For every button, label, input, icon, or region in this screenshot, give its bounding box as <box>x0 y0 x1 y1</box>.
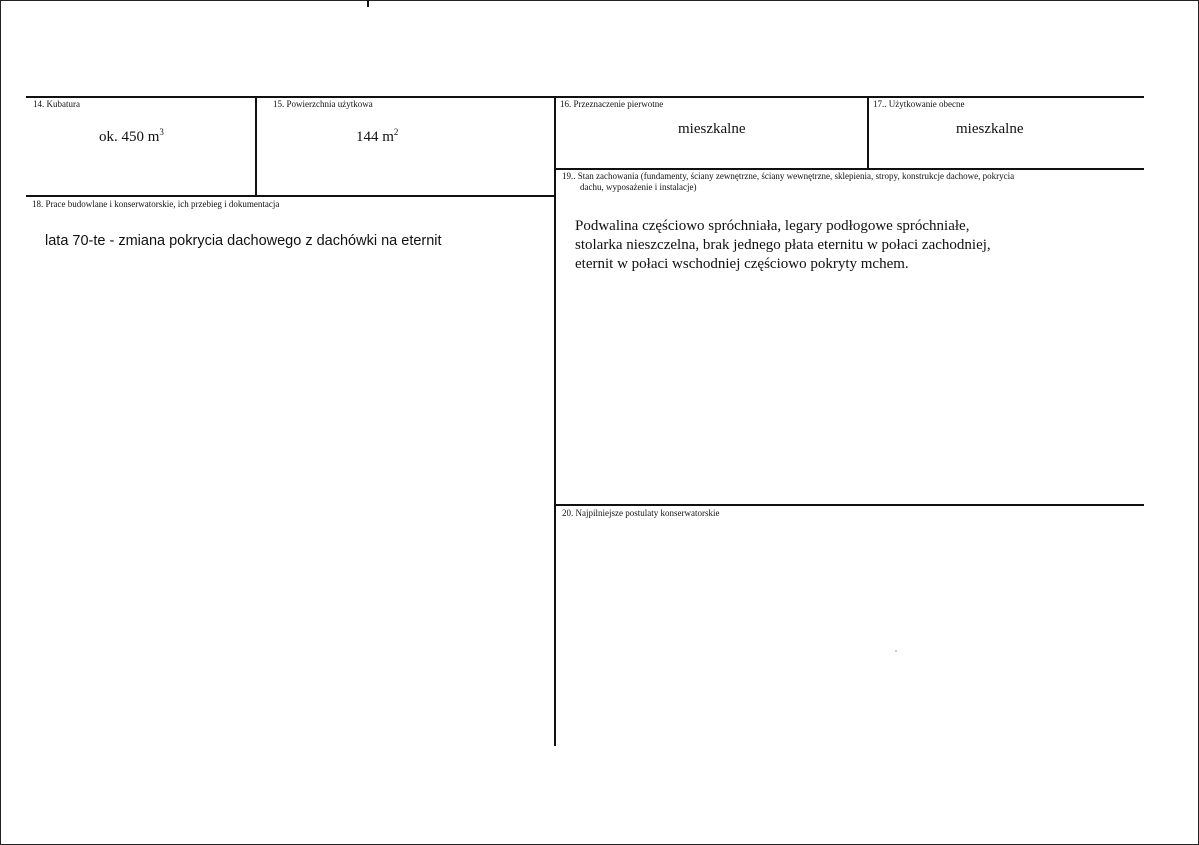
rule-above-20 <box>554 504 1144 506</box>
divider-16-17 <box>867 96 869 168</box>
condition-line-1: Podwalina częściowo spróchniała, legary podłogowe spróchniałe, <box>575 218 970 234</box>
rule-under-16-17 <box>554 168 1144 170</box>
field-16-label: 16. Przeznaczenie pierwotne <box>560 99 664 109</box>
area-unit-exponent: 2 <box>393 127 399 137</box>
field-14-value <box>99 128 164 146</box>
field-18-value: lata 70-te - zmiana pokrycia dachowego z dachówki na eternit <box>45 233 442 249</box>
top-rule <box>26 96 1144 98</box>
condition-line-2: stolarka nieszczelna, brak jednego płata eternitu w połaci zachodniej, <box>575 237 991 253</box>
top-edge-mark <box>367 0 369 7</box>
field-19-label-line-2: dachu, wyposażenie i instalacje) <box>580 182 697 192</box>
center-divider <box>554 96 556 746</box>
field-20-label: 20. Najpilniejsze postulaty konserwatorskie <box>562 508 720 518</box>
divider-14-15 <box>255 96 257 196</box>
volume-value: ok. 450 m <box>99 129 160 145</box>
field-16-value: mieszkalne <box>678 121 746 137</box>
field-19-label-line-1: 19.. Stan zachowania (fundamenty, ściany zewnętrzne, ściany wewnętrzne, sklepienia, stropy, konstrukcje dachowe, pokrycia <box>562 171 1015 181</box>
field-17-label: 17.. Użytkowanie obecne <box>873 99 965 109</box>
field-15-label: 15. Powierzchnia użytkowa <box>273 99 373 109</box>
field-17-value: mieszkalne <box>956 121 1024 137</box>
scan-speck <box>895 650 897 652</box>
field-19-value <box>575 217 991 274</box>
volume-unit-exponent: 3 <box>159 127 164 137</box>
field-19-label <box>562 171 1122 193</box>
condition-line-3: eternit w połaci wschodniej częściowo pokryty mchem. <box>575 256 909 272</box>
field-15-value <box>356 128 398 146</box>
area-value: 144 m <box>356 129 394 145</box>
field-14-label: 14. Kubatura <box>33 99 80 109</box>
rule-under-14-15 <box>26 195 556 197</box>
field-18-label: 18. Prace budowlane i konserwatorskie, ich przebieg i dokumentacja <box>32 199 280 209</box>
